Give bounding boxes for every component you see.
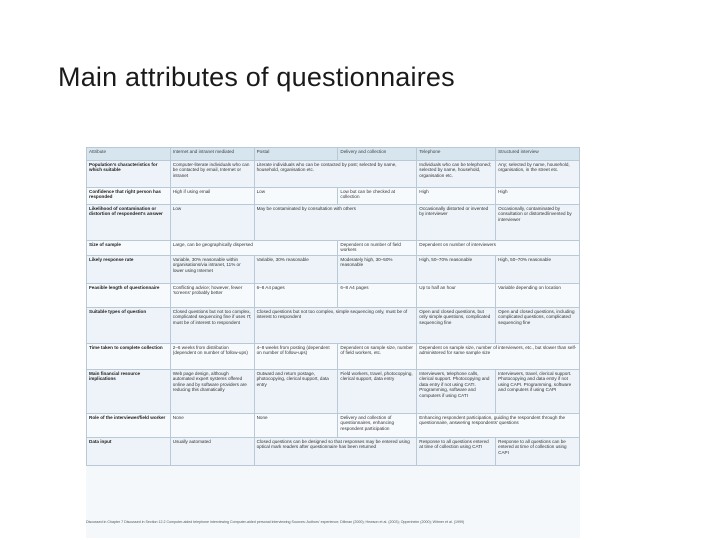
header-structured-interview: Structured interview	[496, 148, 580, 161]
header-telephone: Telephone	[417, 148, 496, 161]
table-cell: Closed questions but not too complex, complicated sequencing fine if uses IT, must be of interest to respondent	[170, 308, 254, 344]
table-footnote: Discussed in Chapter 7 Discussed in Section 12.2 Computer-aided telephone interviewing Computer-aided personal interviewing Sources: Authors' experience; Dillman (2000); Hewson et al. (2003); Oppenheim (2000); Witmer et al. (1999)	[86, 520, 465, 524]
row-attribute: Data input	[87, 438, 171, 466]
table-cell: High	[496, 188, 580, 205]
table-cell: Variable, 30% reasonable	[254, 256, 338, 284]
row-attribute: Time taken to complete collection	[87, 344, 171, 370]
table-cell: Response to all questions can be entered at time of collection using CAPI	[496, 438, 580, 466]
table-row	[87, 438, 580, 466]
table-header-row	[87, 148, 580, 161]
header-internet: Internet and intranet mediated	[170, 148, 254, 161]
table-row	[87, 205, 580, 241]
table-row	[87, 188, 580, 205]
table-cell: High	[417, 188, 496, 205]
table-cell: Conflicting advice; however, fewer 'screens' probably better	[170, 284, 254, 308]
table-row	[87, 241, 580, 256]
table-cell: Interviewers, telephone calls, clerical support. Photocopying and data entry if not using CATI. Programming, software and computers if using CATI	[417, 370, 496, 414]
table-cell: Web page design, although automated expert systems offered online and by software providers are reducing this dramatically	[170, 370, 254, 414]
row-attribute: Size of sample	[87, 241, 171, 256]
table-row	[87, 284, 580, 308]
table-cell: 2–6 weeks from distribution (dependent on number of follow-ups)	[170, 344, 254, 370]
row-attribute: Suitable types of question	[87, 308, 171, 344]
row-attribute: Population's characteristics for which suitable	[87, 161, 171, 188]
table-cell: Occasionally, contaminated by consultation or distorted/invented by interviewer	[496, 205, 580, 241]
table-row	[87, 161, 580, 188]
table-cell: Individuals who can be telephoned; selected by name, household, organisation etc.	[417, 161, 496, 188]
table-cell: Any; selected by name, household, organisation, in the street etc.	[496, 161, 580, 188]
table-cell: Closed questions but not too complex, simple sequencing only, must be of interest to respondent	[254, 308, 417, 344]
table-cell: 4–8 weeks from posting (dependent on number of follow-ups)	[254, 344, 338, 370]
table-cell: Response to all questions entered at time of collection using CATI	[417, 438, 496, 466]
table-cell: Literate individuals who can be contacted by post; selected by name, household, organisation etc.	[254, 161, 417, 188]
table-cell: None	[254, 414, 338, 438]
table-cell: None	[170, 414, 254, 438]
table-cell: Enhancing respondent participation, guiding the respondent through the questionnaire, answering respondents' questions	[417, 414, 580, 438]
table-cell: Low but can be checked at collection	[338, 188, 417, 205]
table-cell: Dependent on sample size, number of interviewers, etc., but slower than self-administered for same sample size	[417, 344, 580, 370]
table-cell: 6–8 A4 pages	[254, 284, 338, 308]
table-cell: Closed questions can be designed so that responses may be entered using optical mark readers after questionnaire has been returned	[254, 438, 417, 466]
table-cell: High, 50–70% reasonable	[417, 256, 496, 284]
table-row	[87, 414, 580, 438]
table-cell: High, 50–70% reasonable	[496, 256, 580, 284]
header-delivery: Delivery and collection	[338, 148, 417, 161]
header-postal: Postal	[254, 148, 338, 161]
table-row	[87, 370, 580, 414]
table-cell: Dependent on number of field workers	[338, 241, 417, 256]
table-cell: Field workers, travel, photocopying, clerical support, data entry	[338, 370, 417, 414]
table-cell: Interviewers, travel, clerical support. Photocopying and data entry if not using CAPI. Programming, software and computers if using CAPI	[496, 370, 580, 414]
table-cell: Low	[170, 205, 254, 241]
table-cell: 6–8 A4 pages	[338, 284, 417, 308]
table-cell: Computer-literate individuals who can be contacted by email, Internet or intranet	[170, 161, 254, 188]
table-cell: Dependent on sample size, number of field workers, etc.	[338, 344, 417, 370]
slide-title: Main attributes of questionnaires	[58, 62, 455, 92]
table-cell: Occasionally distorted or invented by interviewer	[417, 205, 496, 241]
table-cell: Moderately high, 30–50% reasonable	[338, 256, 417, 284]
table-cell: Variable, 30% reasonable within organisations/via intranet, 11% or lower using Internet	[170, 256, 254, 284]
table-cell: Dependent on number of interviewers	[417, 241, 580, 256]
table-cell: Low	[254, 188, 338, 205]
table-cell: Open and closed questions, including complicated questions, complicated sequencing fine	[496, 308, 580, 344]
table-cell: Large, can be geographically dispersed	[170, 241, 338, 256]
table-cell: Usually automated	[170, 438, 254, 466]
row-attribute: Confidence that right person has responded	[87, 188, 171, 205]
row-attribute: Main financial resource implications	[87, 370, 171, 414]
row-attribute: Feasible length of questionnaire	[87, 284, 171, 308]
table-cell: Outward and return postage, photocopying, clerical support, data entry	[254, 370, 338, 414]
row-attribute: Likely response rate	[87, 256, 171, 284]
row-attribute: Role of the interviewer/field worker	[87, 414, 171, 438]
table-cell: Delivery and collection of questionnaires, enhancing respondent participation	[338, 414, 417, 438]
table-row	[87, 256, 580, 284]
table-row	[87, 344, 580, 370]
table-cell: Up to half an hour	[417, 284, 496, 308]
header-attribute: Attribute	[87, 148, 171, 161]
table-cell: Open and closed questions, but only simple questions, complicated sequencing fine	[417, 308, 496, 344]
table-row	[87, 308, 580, 344]
row-attribute: Likelihood of contamination or distortion of respondent's answer	[87, 205, 171, 241]
table-cell: May be contaminated by consultation with others	[254, 205, 417, 241]
table-cell: High if using email	[170, 188, 254, 205]
table-cell: Variable depending on location	[496, 284, 580, 308]
questionnaire-attributes-table	[86, 147, 580, 538]
